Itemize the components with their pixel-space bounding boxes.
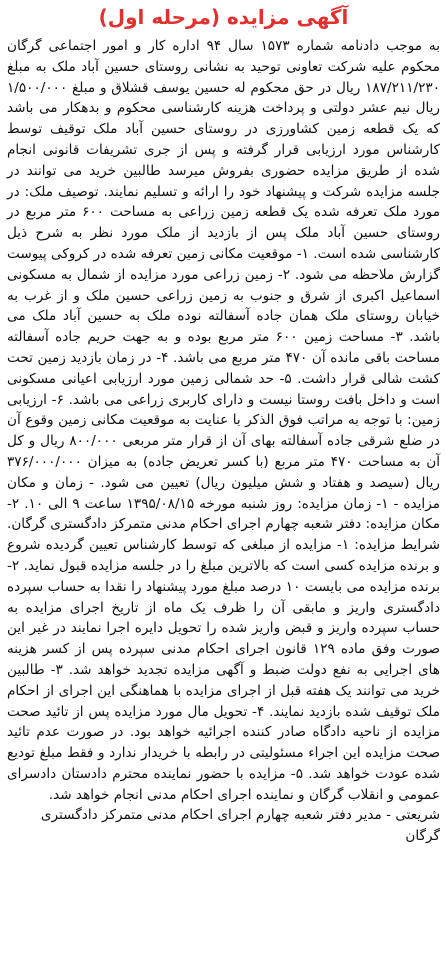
auction-notice <box>7 4 440 847</box>
signature-line: شریعتی - مدیر دفتر شعبه چهارم اجرای احکام مدنی متمرکز دادگستری <box>40 807 440 824</box>
notice-title: آگهی مزایده (مرحله اول) <box>98 5 349 29</box>
signature-city: گرگان <box>405 828 440 845</box>
notice-body: به موجب دادنامه شماره ۱۵۷۳ سال ۹۴ اداره کار و امور اجتماعی گرگان محکوم علیه شرکت تعاونی توحید به نشانی روستای حسین آباد ملک به مبلغ ۱۸۷/۲۱۱/۲۳۰ ریال در حق محکوم له حسین یوسف قشلاق و مبلغ ۱/۵۰۰/۰۰۰ ریال نیم عشر دولتی و پرداخت هزینه کارشناسی محکوم و بدهکار می باشد که یک قطعه زمین کشاورزی در روستای حسین آباد ملک توقیف توسط کارشناس مورد ارزیابی قرار گرفته و پس از جری تشریفات قانونی انجام شده از طریق مزایده حضوری بفروش میرسد طالبین خرید می توانند در جلسه مزایده شرکت و پیشنهاد خود را ارائه و تسلیم نمایند. توصیف ملک: در مورد ملک تعرفه شده یک قطعه زمین زراعی به مساحت ۶۰۰ متر مربع در روستای حسین آباد ملک پس از بازدید از ملک مورد نظر به شرح ذیل کارشناسی شده است. ۱- موقعیت مکانی زمین تعرفه شده در کروکی پیوست گزارش ملاحظه می شود. ۲- زمین زراعی مورد مزایده از شمال به مسکونی اسماعیل اکبری از شرق و جنوب به زمین زراعی حسین ملک و از غرب به خیابان روستای ملک همان جاده آسفالته نوده ملک به حسین آباد ملک می باشد. ۳- مساحت زمین ۶۰۰ متر مربع بوده و به جهت حریم جاده آسفالته مساحت باقی مانده آن ۴۷۰ متر مربع می باشد. ۴- در زمان بازدید زمین تحت کشت شالی قرار داشت. ۵- حد شمالی زمین مورد ارزیابی اعیانی مسکونی است و داخل بافت روستا نیست و دارای کاربری زراعی می باشد. ۶- ارزیابی زمین: با توجه به مراتب فوق الذکر با عنایت به موقعیت مکانی زمین وقوع آن در ضلع شرقی جاده آسفالته بهای آن از قرار متر مربعی ۸۰۰/۰۰۰ ریال و کل آن به مساحت ۴۷۰ متر مربع (با کسر تعریض جاده) به میزان ۳۷۶/۰۰۰/۰۰۰ ریال (سیصد و هفتاد و شش میلیون ریال) تعیین می شود. - زمان و مکان مزایده - ۱- زمان مزایده: روز شنبه مورخه ۱۳۹۵/۰۸/۱۵ ساعت ۹ الی ۱۰. ۲- مکان مزایده: دفتر شعبه چهارم اجرای احکام مدنی متمرکز دادگستری گرگان. شرایط مزایده: ۱- مزایده از مبلغی که توسط کارشناس تعیین گردیده شروع و برنده مزایده کسی است که بالاترین مبلغ را در جلسه مزایده قبول نماید. ۲- برنده مزایده می بایست ۱۰ درصد مبلغ مورد پیشنهاد را نقدا به حساب سپرده دادگستری واریز و مابقی آن را ظرف یک ماه از تاریخ اجرای مزایده به حساب سپرده واریز و قبض واریز شده را تحویل دایره اجرا نمایند در غیر این صورت وفق ماده ۱۲۹ قانون اجرای احکام مدنی سپرده پس از کسر هزینه های اجرایی به نفع دولت ضبط و آگهی مزایده تجدید خواهد شد. ۳- طالبین خرید می توانند یک هفته قبل از اجرای مزایده با هماهنگی این اجرای از احکام ملک توقیف شده بازدید نمایند. ۴- تحویل مال مورد مزایده پس از تائید صحت مزایده از ناحیه دادگاه صادر کننده اجرائیه خواهد بود. در صورت عدم تائید صحت مزایده این اجراء مسئولیتی در رابطه با خریدار ندارد و فقط مبلغ تودیع شده عودت خواهد شد. ۵- مزایده با حضور نماینده محترم دادستان دادسرای عمومی و انقلاب گرگان و نماینده اجرای احکام مدنی انجام خواهد شد. <box>7 38 441 803</box>
